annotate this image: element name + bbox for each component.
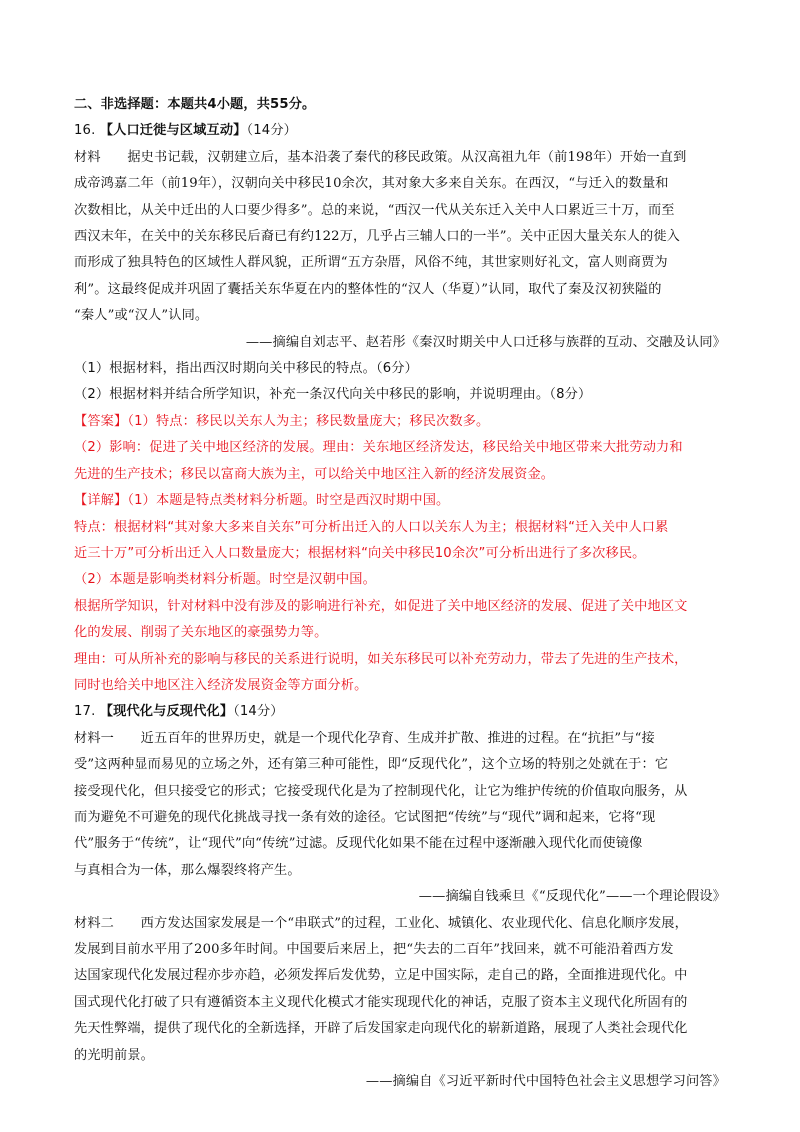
section-heading: 二、非选择题：本题共4小题，共55分。 xyxy=(74,97,316,112)
q17-material2-line: 发展到目前水平用了200多年时间。中国要后来居上，把“失去的二百年”找回来，就不可能沿着西方发 xyxy=(74,942,674,957)
q16-material-line: 次数相比，从关中迁出的人口要少得多”。总的来说，“西汉一代从关东迁入关中人口累近三十万，而至 xyxy=(74,202,675,218)
q16-score: （14分） xyxy=(246,123,297,139)
detail-line: 近三十万”可分析出迁入人口数量庞大；根据材料“向关中移民10余次”可分析出进行了多次移民。 xyxy=(74,545,646,561)
q17-material1-line: 接受现代化，但只接受它的形式；它接受现代化是为了控制现代化，让它为维护传统的价值取向服务，从 xyxy=(74,783,688,799)
q17-material-2 xyxy=(74,911,726,1069)
q17-material1-line: 受”这两种显而易见的立场之外，还有第三种可能性，即“反现代化”，这个立场的特别之处就在于：它 xyxy=(74,757,669,773)
detail-line: 理由：可从所补充的影响与移民的关系进行说明，如关东移民可以补充劳动力，带去了先进的生产技术， xyxy=(74,651,688,667)
q17-material2-line: 先天性弊端，提供了现代化的全新选择，开辟了后发国家走向现代化的崭新道路，展现了人类社会现代化 xyxy=(74,1021,688,1037)
detail-line: 特点：根据材料“其对象大多来自关东”可分析出迁入的人口以关东人为主；根据材料“迁入关中人口累 xyxy=(74,519,669,535)
q16-header xyxy=(74,118,726,144)
detail-line: 化的发展、削弱了关东地区的豪强势力等。 xyxy=(74,625,328,641)
q16-source: ——摘编自刘志平、赵若彤《秦汉时期关中人口迁移与族群的互动、交融及认同》 xyxy=(245,334,726,350)
detail-line: （2）本题是影响类材料分析题。时空是汉朝中国。 xyxy=(74,572,376,588)
q16-number: 16. xyxy=(74,123,96,139)
q17-title: 【现代化与反现代化】 xyxy=(99,704,234,720)
q16-material-line: 西汉末年，在关中的关东移民后裔已有约122万，几乎占三辅人口的一半”。关中正因大量关东人的徙入 xyxy=(74,229,681,245)
detail-line: 根据所学知识，针对材料中没有涉及的影响进行补充，如促进了关中地区经济的发展、促进了关中地区文 xyxy=(74,598,688,614)
q17-source-1: ——摘编自钱乘旦《“反现代化”——一个理论假设》 xyxy=(418,889,726,905)
q17-material1-line: 材料一 近五百年的世界历史，就是一个现代化孕育、生成并扩散、推进的过程。在“抗拒”与“接 xyxy=(74,730,655,746)
q16-answer xyxy=(74,409,726,488)
q17-score: （14分） xyxy=(233,704,284,720)
q17-material2-line: 的光明前景。 xyxy=(74,1047,155,1063)
q17-material1-line: 而为避免不可避免的现代化挑战寻找一条有效的途径。它试图把“传统”与“现代”调和起来，它将“现 xyxy=(74,809,656,825)
q16-detail xyxy=(74,488,726,699)
q17-material1-line: 代”服务于“传统”，让“现代”向“传统”过滤。反现代化如果不能在过程中逐渐融入现代化而使镜像 xyxy=(74,836,643,852)
q16-material-line: “秦人”或“汉人”认同。 xyxy=(74,308,209,324)
q17-source-2: ——摘编自《习近平新时代中国特色社会主义思想学习问答》 xyxy=(365,1074,726,1090)
q17-material-1 xyxy=(74,726,726,884)
q17-header xyxy=(74,699,726,725)
q17-material2-line: 材料二 西方发达国家发展是一个“串联式”的过程，工业化、城镇化、农业现代化、信息化顺序发展， xyxy=(74,915,688,931)
answer-line: 【答案】（1）特点：移民以关东人为主；移民数量庞大；移民次数多。 xyxy=(74,413,490,429)
detail-line: 同时也给关中地区注入经济发展资金等方面分析。 xyxy=(74,677,368,693)
q17-number: 17. xyxy=(74,704,96,720)
q17-material2-line: 国式现代化打破了只有遵循资本主义现代化模式才能实现现代化的神话，克服了资本主义现代化所固有的 xyxy=(74,994,688,1010)
q16-question-2: （2）根据材料并结合所学知识，补充一条汉代向关中移民的影响，并说明理由。（8分） xyxy=(74,387,592,403)
q17-material2-line: 达国家现代化发展过程亦步亦趋，必须发挥后发优势，立足中国实际，走自己的路，全面推进现代化。中 xyxy=(74,968,688,984)
q16-material-line: 利”。这最终促成并巩固了囊括关东华夏在内的整体性的“汉人（华夏）”认同，取代了秦及汉初狭隘的 xyxy=(74,281,662,297)
q16-material-line: 而形成了独具特色的区域性人群风貌，正所谓“五方杂厝，风俗不纯，其世家则好礼文，富人则商贾为 xyxy=(74,255,668,271)
exam-page xyxy=(74,92,726,1095)
q16-material-line: 材料 据史书记载，汉朝建立后，基本沿袭了秦代的移民政策。从汉高祖九年（前198年）开始一直到 xyxy=(74,149,687,165)
q16-title: 【人口迁徙与区域互动】 xyxy=(99,123,247,139)
answer-line: 先进的生产技术；移民以富商大族为主，可以给关中地区注入新的经济发展资金。 xyxy=(74,466,555,482)
q16-material xyxy=(74,145,726,330)
detail-line: 【详解】（1）本题是特点类材料分析题。时空是西汉时期中国。 xyxy=(74,493,450,509)
answer-line: （2）影响：促进了关中地区经济的发展。理由：关东地区经济发达，移民给关中地区带来大批劳动力和 xyxy=(74,440,683,456)
q17-material1-line: 与真相合为一体，那么爆裂终将产生。 xyxy=(74,862,301,878)
q16-material-line: 成帝鸿嘉二年（前19年），汉朝向关中移民10余次，其对象大多来自关东。在西汉，“与迁入的数量和 xyxy=(74,176,669,192)
q16-question-1: （1）根据材料，指出西汉时期向关中移民的特点。（6分） xyxy=(74,361,418,377)
